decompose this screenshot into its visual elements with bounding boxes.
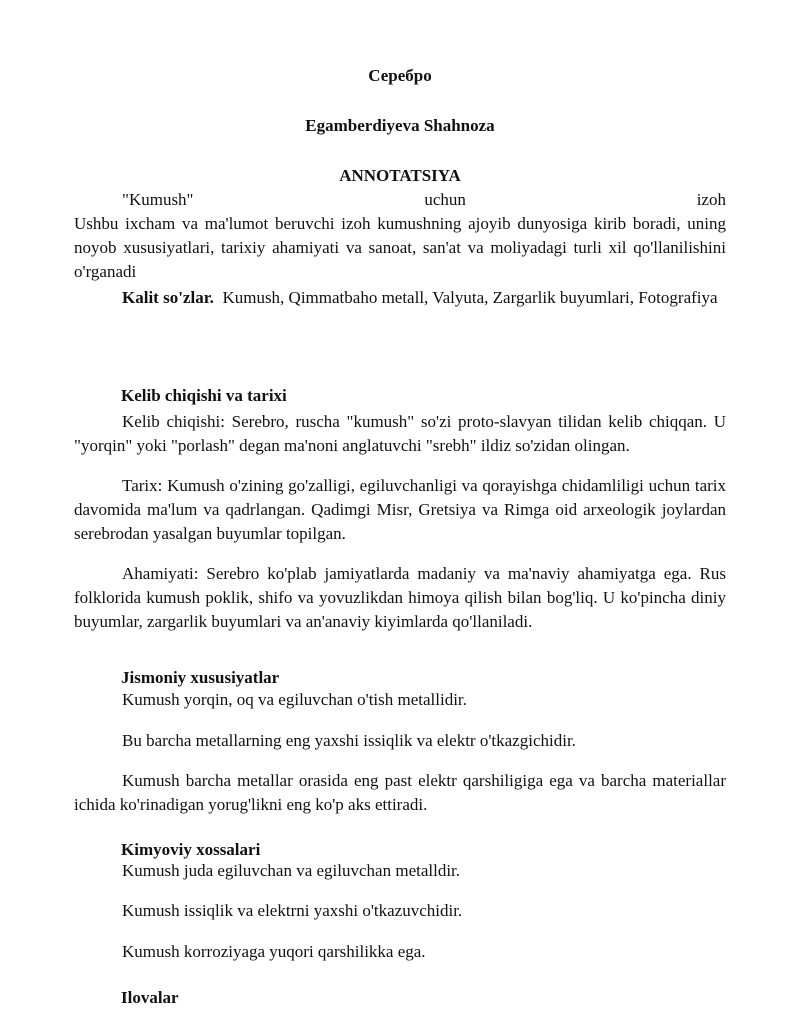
section-heading-origin: Kelib chiqishi va tarixi bbox=[121, 386, 287, 405]
annotation-word-1: "Kumush" bbox=[122, 190, 194, 209]
annotation-word-3: izoh bbox=[696, 190, 726, 209]
chemical-paragraph-1: Kumush juda egiluvchan va egiluvchan metalldir. bbox=[122, 861, 461, 880]
physical-paragraph-2: Bu barcha metallarning eng yaxshi issiqlik va elektr o'tkazgichidir. bbox=[122, 731, 576, 750]
keywords-label: Kalit so'zlar. bbox=[122, 288, 214, 307]
chemical-paragraph-3: Kumush korroziyaga yuqori qarshilikka ega. bbox=[122, 942, 426, 961]
annotation-first-line bbox=[74, 188, 726, 212]
history-paragraph: Tarix: Kumush o'zining go'zalligi, egiluvchanligi va qorayishga chidamliligi uchun tarix davomida ma'lum va qadrlangan. Qadimgi Misr, Gretsiya va Rimga oid arxeologik joylardan serebrodan yasalgan buyumlar topilgan. bbox=[74, 476, 726, 543]
author-name: Egamberdiyeva Shahnoza bbox=[305, 116, 495, 135]
keywords-text: Kumush, Qimmatbaho metall, Valyuta, Zargarlik buyumlari, Fotografiya bbox=[222, 288, 718, 307]
annotation-word-2: uchun bbox=[424, 190, 466, 209]
section-heading-physical: Jismoniy xususiyatlar bbox=[121, 668, 280, 687]
chemical-paragraph-2: Kumush issiqlik va elektrni yaxshi o'tkazuvchidir. bbox=[122, 901, 463, 920]
annotation-heading: ANNOTATSIYA bbox=[339, 166, 461, 185]
origin-paragraph: Kelib chiqishi: Serebro, ruscha "kumush" so'zi proto-slavyan tilidan kelib chiqqan. U "yorqin" yoki "porlash" degan ma'noni anglatuvchi "srebh" ildiz so'zidan olingan. bbox=[74, 412, 726, 455]
significance-paragraph: Ahamiyati: Serebro ko'plab jamiyatlarda madaniy va ma'naviy ahamiyatga ega. Rus folklorida kumush poklik, shifo va yovuzlikdan himoya qilish bilan bog'liq. U ko'pincha diniy buyumlar, zargarlik buyumlari va an'anaviy kiyimlarda qo'llaniladi. bbox=[74, 564, 726, 631]
physical-paragraph-1: Kumush yorqin, oq va egiluvchan o'tish metallidir. bbox=[122, 690, 467, 709]
keywords-paragraph bbox=[74, 286, 726, 310]
document-title: Серебро bbox=[368, 66, 432, 85]
section-heading-uses: Ilovalar bbox=[121, 988, 179, 1007]
section-heading-chemical: Kimyoviy xossalari bbox=[121, 840, 261, 859]
annotation-body: Ushbu ixcham va ma'lumot beruvchi izoh kumushning ajoyib dunyosiga kirib boradi, uning noyob xususiyatlari, tarixiy ahamiyati va sanoat, san'at va moliyadagi turli xil qo'llanilishini o'rganadi bbox=[74, 214, 726, 281]
physical-paragraph-3: Kumush barcha metallar orasida eng past elektr qarshiligiga ega va barcha materiallar ichida ko'rinadigan yorug'likni eng ko'p aks ettiradi. bbox=[74, 771, 726, 814]
